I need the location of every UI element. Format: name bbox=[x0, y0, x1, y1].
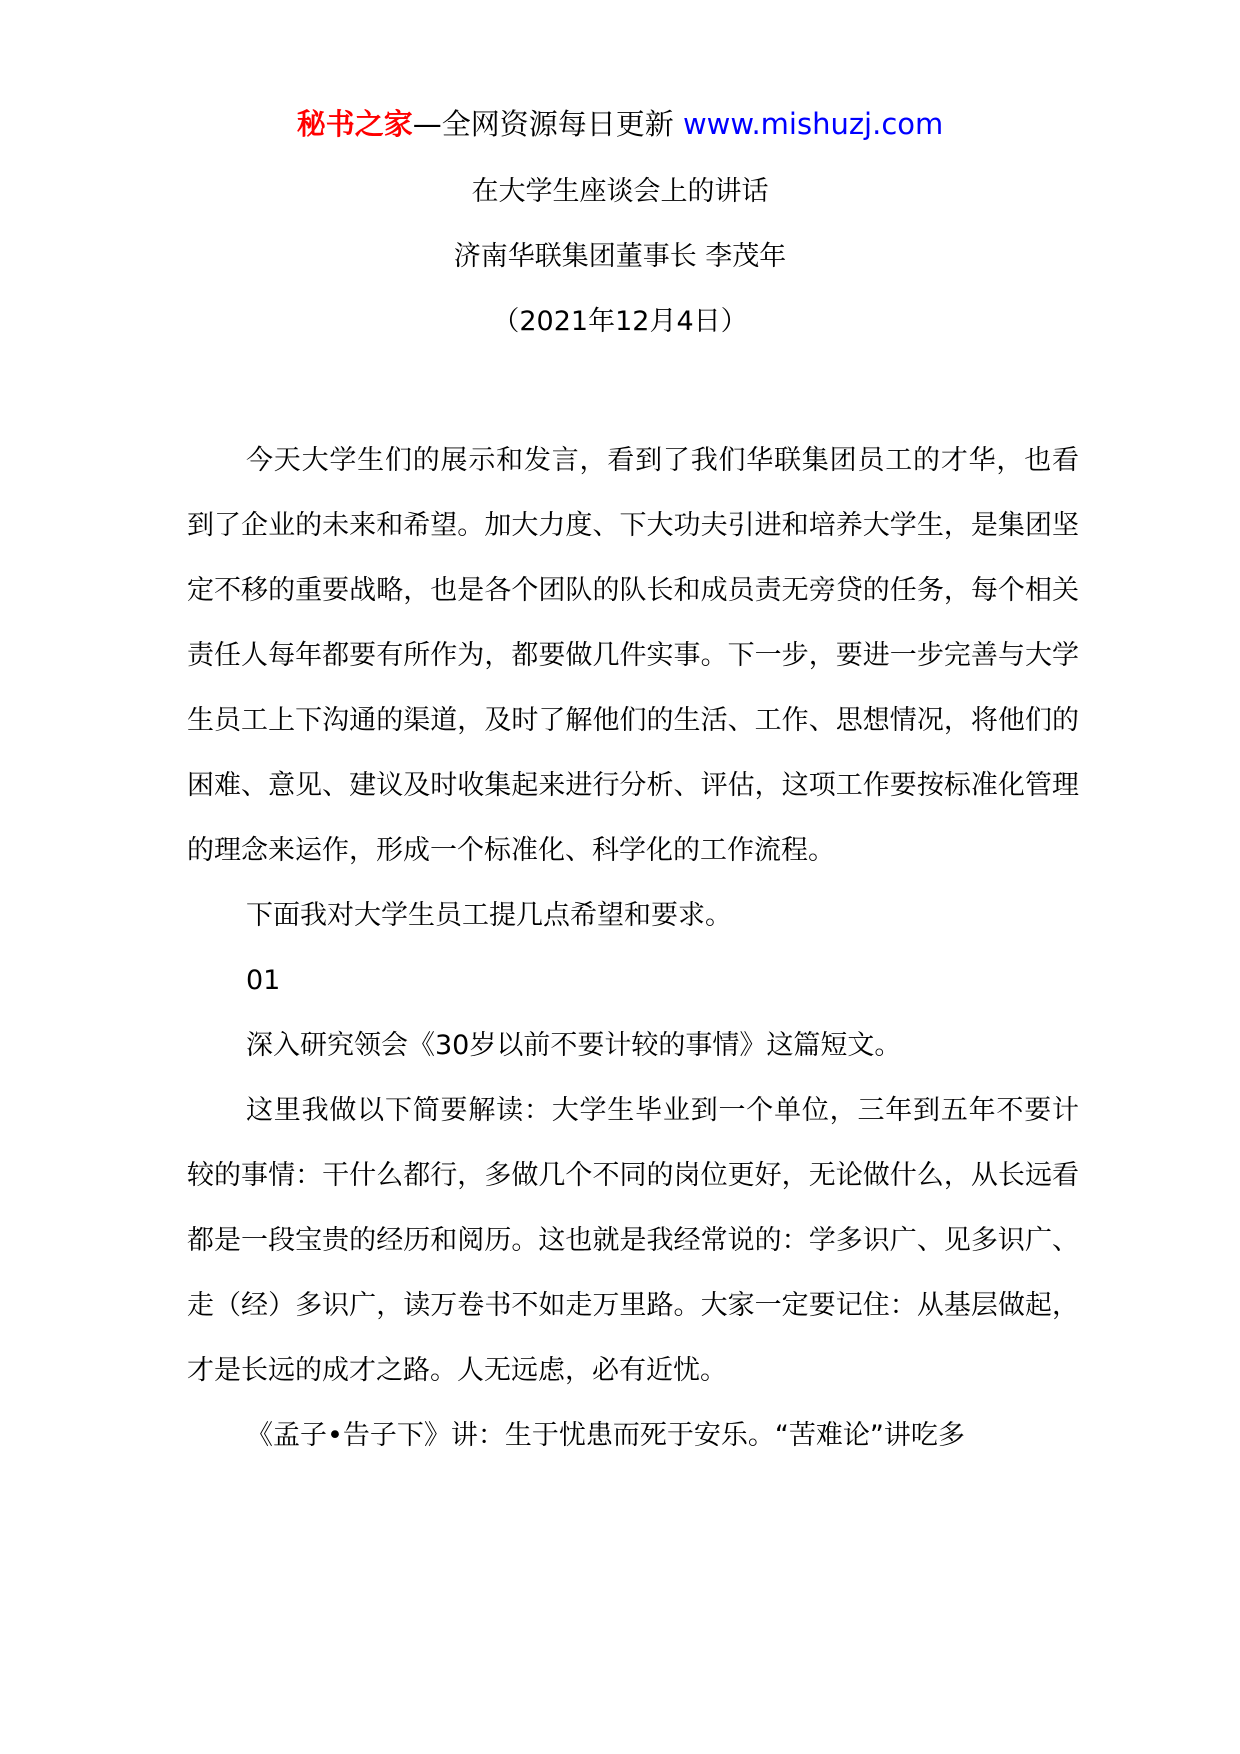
paragraph: 深入研究领会《30岁以前不要计较的事情》这篇短文。 bbox=[246, 1030, 902, 1061]
paragraph: 这里我做以下简要解读：大学生毕业到一个单位，三年到五年不要计较的事情：干什么都行，多做几个不同的岗位更好，无论做什么，从长远看都是一段宝贵的经历和阅历。这也就是我经常说的：学多识广、见多识广、走（经）多识广，读万卷书不如走万里路。大家一定要记住：从基层做起，才是长远的成才之路。人无远虑，必有近忧。 bbox=[187, 1095, 1079, 1386]
section-number: 01 bbox=[246, 965, 281, 996]
paragraph: 今天大学生们的展示和发言，看到了我们华联集团员工的才华，也看到了企业的未来和希望。加大力度、下大功夫引进和培养大学生，是集团坚定不移的重要战略，也是各个团队的队长和成员责无旁贷的任务，每个相关责任人每年都要有所作为，都要做几件实事。下一步，要进一步完善与大学生员工上下沟通的渠道，及时了解他们的生活、工作、思想情况，将他们的困难、意见、建议及时收集起来进行分析、评估，这项工作要按标准化管理的理念来运作，形成一个标准化、科学化的工作流程。 bbox=[187, 445, 1079, 866]
document-body bbox=[187, 428, 1079, 1468]
paragraph: 下面我对大学生员工提几点希望和要求。 bbox=[246, 900, 732, 931]
document-title: 在大学生座谈会上的讲话 bbox=[471, 176, 769, 207]
document-author: 济南华联集团董事长 李茂年 bbox=[453, 241, 787, 272]
document-date: （2021年12月4日） bbox=[492, 306, 748, 337]
banner-tagline: —全网资源每日更新 bbox=[412, 107, 683, 141]
brand-name: 秘书之家 bbox=[296, 107, 413, 141]
site-url-link[interactable]: www.mishuzj.com bbox=[682, 107, 944, 141]
site-banner bbox=[0, 100, 1240, 148]
paragraph: 《孟子•告子下》讲：生于忧患而死于安乐。“苦难论”讲吃多 bbox=[246, 1420, 965, 1451]
